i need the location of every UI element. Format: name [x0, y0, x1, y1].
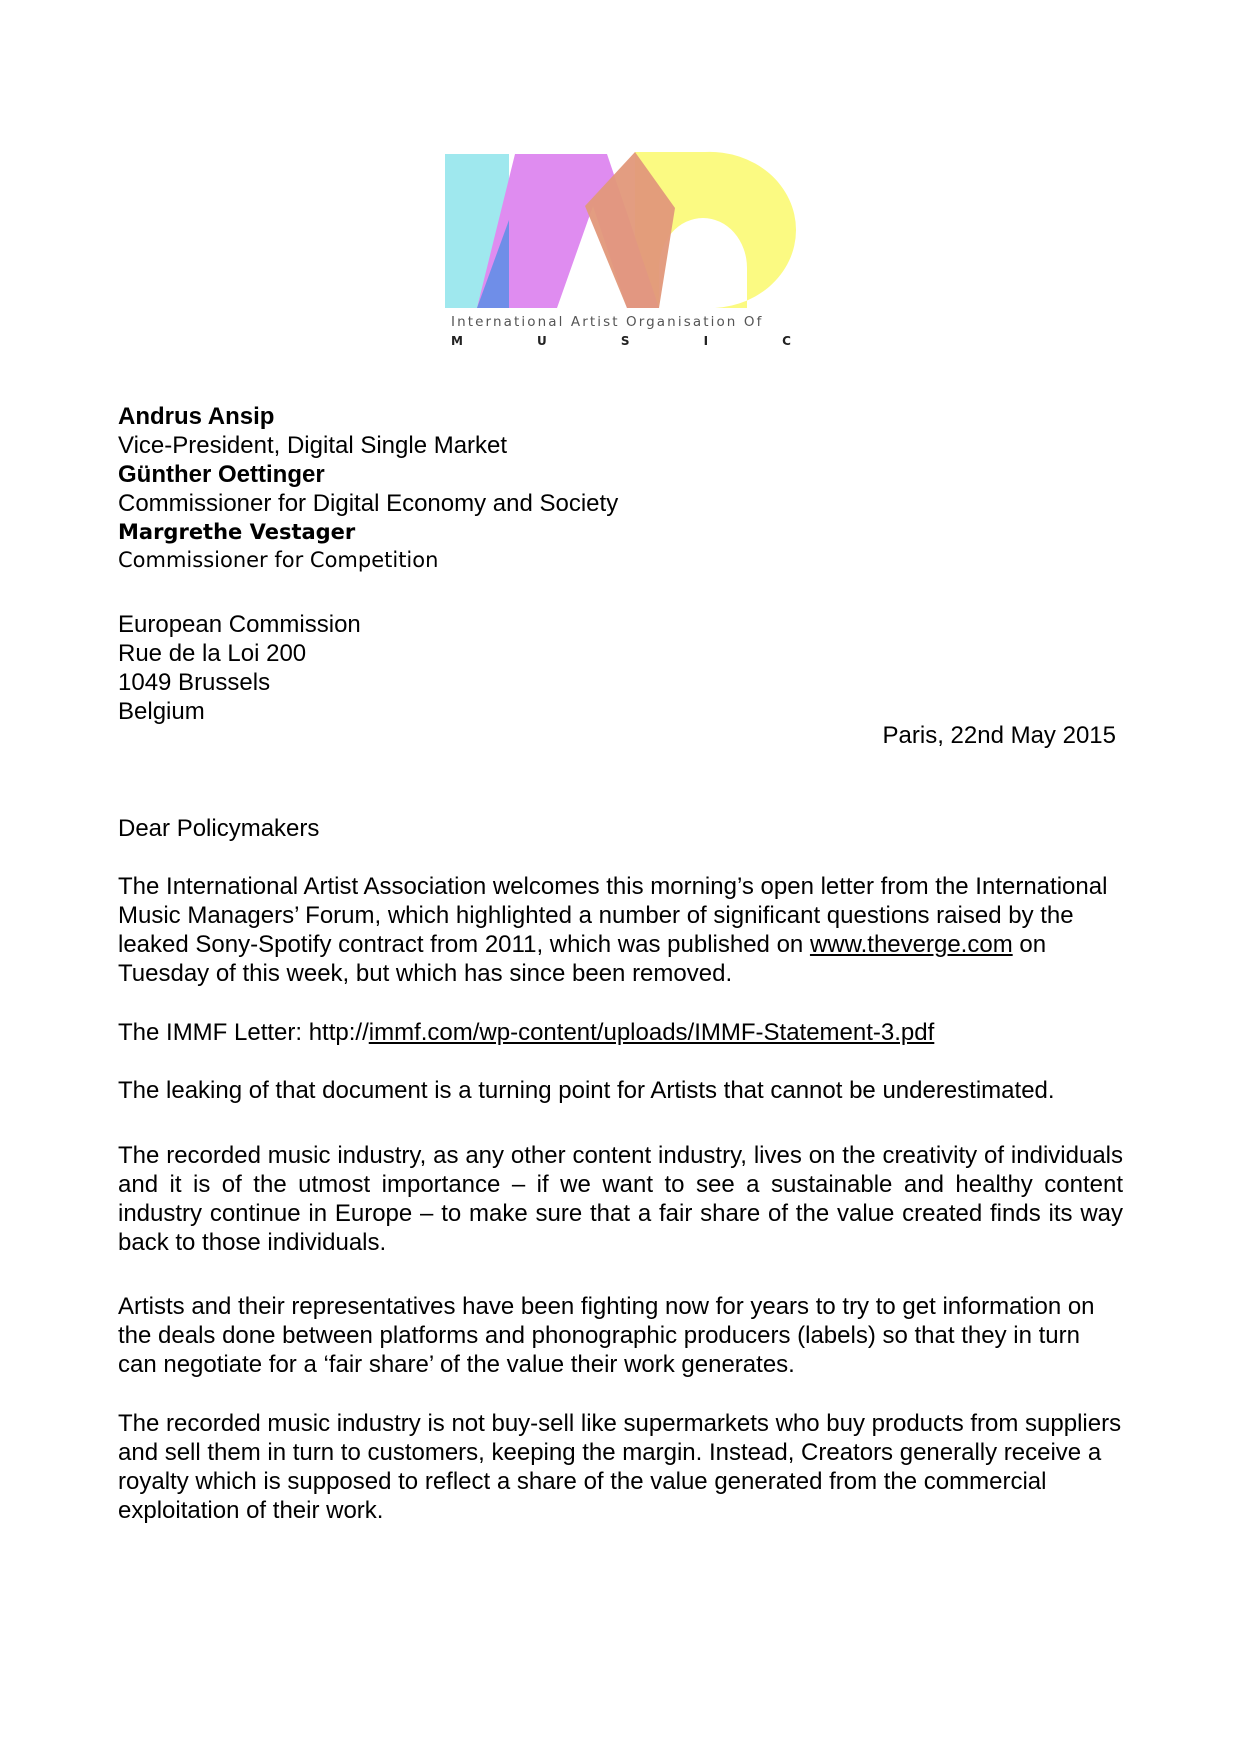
recipients — [118, 402, 618, 574]
paragraph-leak: The leaking of that document is a turning point for Artists that cannot be underestimated. — [118, 1077, 1055, 1104]
paragraph-creativity: The recorded music industry, as any other content industry, lives on the creativity of individuals and it is of the utmost importance – if we want to see a sustainable and healthy content industry continue in Europe – to make sure that a fair share of the value created finds its way back to those individuals. — [118, 1142, 1123, 1256]
paragraph-text: on Tuesday of this week, but which has since been removed. — [118, 931, 1047, 987]
logo-tagline: International Artist Organisation Of — [451, 314, 764, 330]
address-line: Belgium — [118, 698, 205, 725]
logo-letter: S — [620, 334, 630, 348]
logo-letter: U — [537, 334, 547, 348]
letter-date: Paris, 22nd May 2015 — [882, 722, 1116, 749]
address-line: European Commission — [118, 611, 361, 638]
salutation: Dear Policymakers — [118, 815, 320, 842]
recipient-title: Commissioner for Competition — [118, 548, 439, 572]
address-line: 1049 Brussels — [118, 669, 271, 696]
immf-prefix: The IMMF Letter: http:// — [118, 1019, 369, 1046]
paragraph-fair-share: Artists and their representatives have been fighting now for years to try to get information on the deals done between platforms and phonographic producers (labels) so that they in turn can negotiate for a ‘fair share’ of the value their work generates. — [118, 1293, 1095, 1378]
logo-letter: C — [782, 334, 791, 348]
recipient-name: Günther Oettinger — [118, 461, 325, 488]
logo-mark — [445, 148, 797, 308]
logo-letter: I — [703, 334, 709, 348]
address-line: Rue de la Loi 200 — [118, 640, 307, 667]
iao-logo — [445, 148, 797, 348]
immf-letter-line — [118, 1018, 1123, 1047]
address — [118, 610, 361, 726]
paragraph-text: The International Artist Association welcomes this morning’s open letter from the International Music Managers’ Forum, which highlighted a number of significant questions raised by the leaked Sony-Spotify contract from 2011, which was published on — [118, 873, 1108, 958]
recipient-name: Andrus Ansip — [118, 403, 275, 430]
immf-link[interactable]: immf.com/wp-content/uploads/IMMF-Statement-3.pdf — [368, 1019, 935, 1046]
logo-letter: M — [451, 334, 463, 348]
recipient-title: Vice-President, Digital Single Market — [118, 432, 508, 459]
logo-music — [451, 334, 791, 348]
paragraph-royalty: The recorded music industry is not buy-sell like supermarkets who buy products from suppliers and sell them in turn to customers, keeping the margin. Instead, Creators generally receive a royalty which is supposed to reflect a share of the value generated from the commercial exploitation of their work. — [118, 1410, 1122, 1524]
recipient-title: Commissioner for Digital Economy and Society — [118, 490, 619, 517]
paragraph-intro — [118, 872, 1123, 988]
theverge-link[interactable]: www.theverge.com — [809, 931, 1013, 958]
recipient-name: Margrethe Vestager — [118, 520, 356, 544]
